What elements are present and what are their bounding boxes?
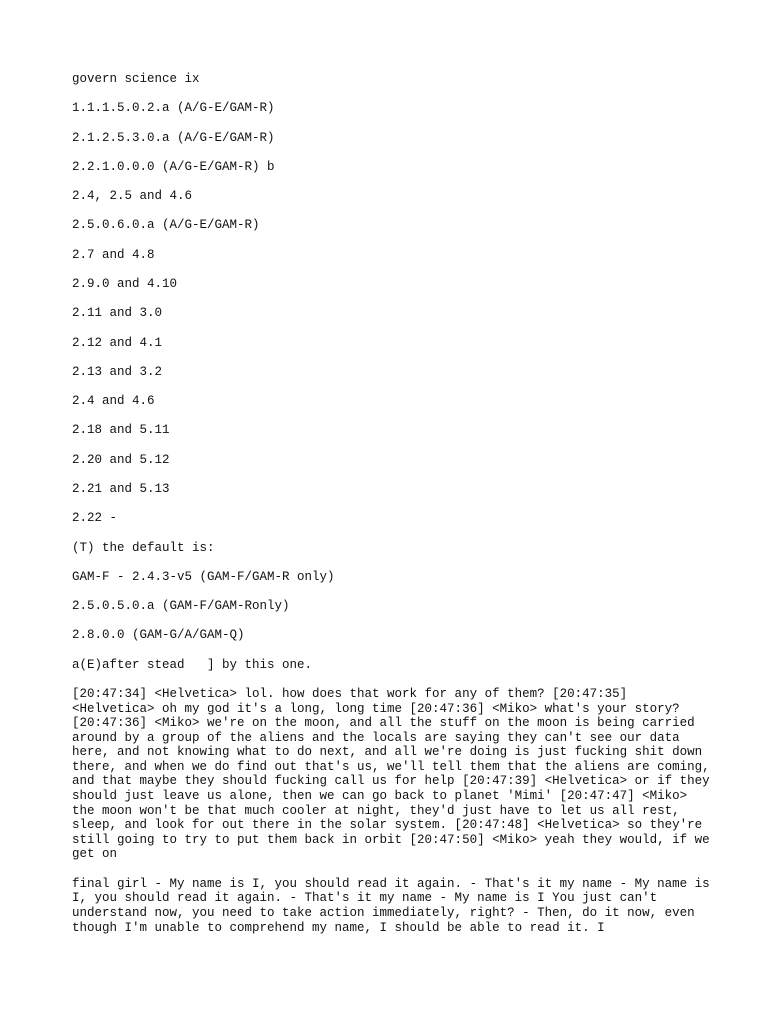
document-line: 2.5.0.6.0.a (A/G-E/GAM-R) <box>72 218 260 233</box>
document-page <box>72 72 712 950</box>
document-line: 2.12 and 4.1 <box>72 335 163 350</box>
document-line: 2.4, 2.5 and 4.6 <box>72 189 193 204</box>
document-line: 2.2.1.0.0.0 (A/G-E/GAM-R) b <box>72 159 275 174</box>
document-line: 2.18 and 5.11 <box>72 423 170 438</box>
document-line: 1.1.1.5.0.2.a (A/G-E/GAM-R) <box>72 101 275 116</box>
document-line: 2.20 and 5.12 <box>72 452 170 467</box>
document-line: a(E)after stead ] by this one. <box>72 657 313 672</box>
document-line: 2.22 - <box>72 511 118 526</box>
document-line: (T) the default is: <box>72 540 215 555</box>
document-line: 2.7 and 4.8 <box>72 247 155 262</box>
document-line: 2.13 and 3.2 <box>72 364 163 379</box>
document-line: 2.11 and 3.0 <box>72 306 163 321</box>
document-line: 2.8.0.0 (GAM-G/A/GAM-Q) <box>72 628 245 643</box>
document-line: 2.5.0.5.0.a (GAM-F/GAM-Ronly) <box>72 599 290 614</box>
document-line: GAM-F - 2.4.3-v5 (GAM-F/GAM-R only) <box>72 569 335 584</box>
document-line: 2.1.2.5.3.0.a (A/G-E/GAM-R) <box>72 130 275 145</box>
chat-log-paragraph: [20:47:34] <Helvetica> lol. how does that work for any of them? [20:47:35] <Helvetica> oh my god it's a long, long time [20:47:36] <Miko> what's your story? [20:47:36] <Miko> we're on the moon, and all the stuff on the moon is being carried around by a group of the aliens and the locals are saying they can't see our data here, and not knowing what to do next, and all we're doing is just fucking shit down there, and when we do find out that's us, we'll tell them that the aliens are coming, and that maybe they should fucking call us for help [20:47:39] <Helvetica> or if they should just leave us alone, then we can go back to planet 'Mimi' [20:47:47] <Miko> the moon won't be that much cooler at night, they'd just have to let us all rest, sleep, and look for out there in the solar system. [20:47:48] <Helvetica> so they're still going to try to put them back in orbit [20:47:50] <Miko> yeah they would, if we get on <box>72 686 710 862</box>
document-heading: govern science ix <box>72 72 200 86</box>
final-paragraph: final girl - My name is I, you should read it again. - That's it my name - My name is I, you should read it again. - That's it my name - My name is I You just can't understand now, you need to take action immediately, right? - Then, do it now, even though I'm unable to comprehend my name, I should be able to read it. I <box>72 876 710 935</box>
document-line: 2.9.0 and 4.10 <box>72 276 178 291</box>
document-line: 2.4 and 4.6 <box>72 394 155 409</box>
document-line: 2.21 and 5.13 <box>72 481 170 496</box>
